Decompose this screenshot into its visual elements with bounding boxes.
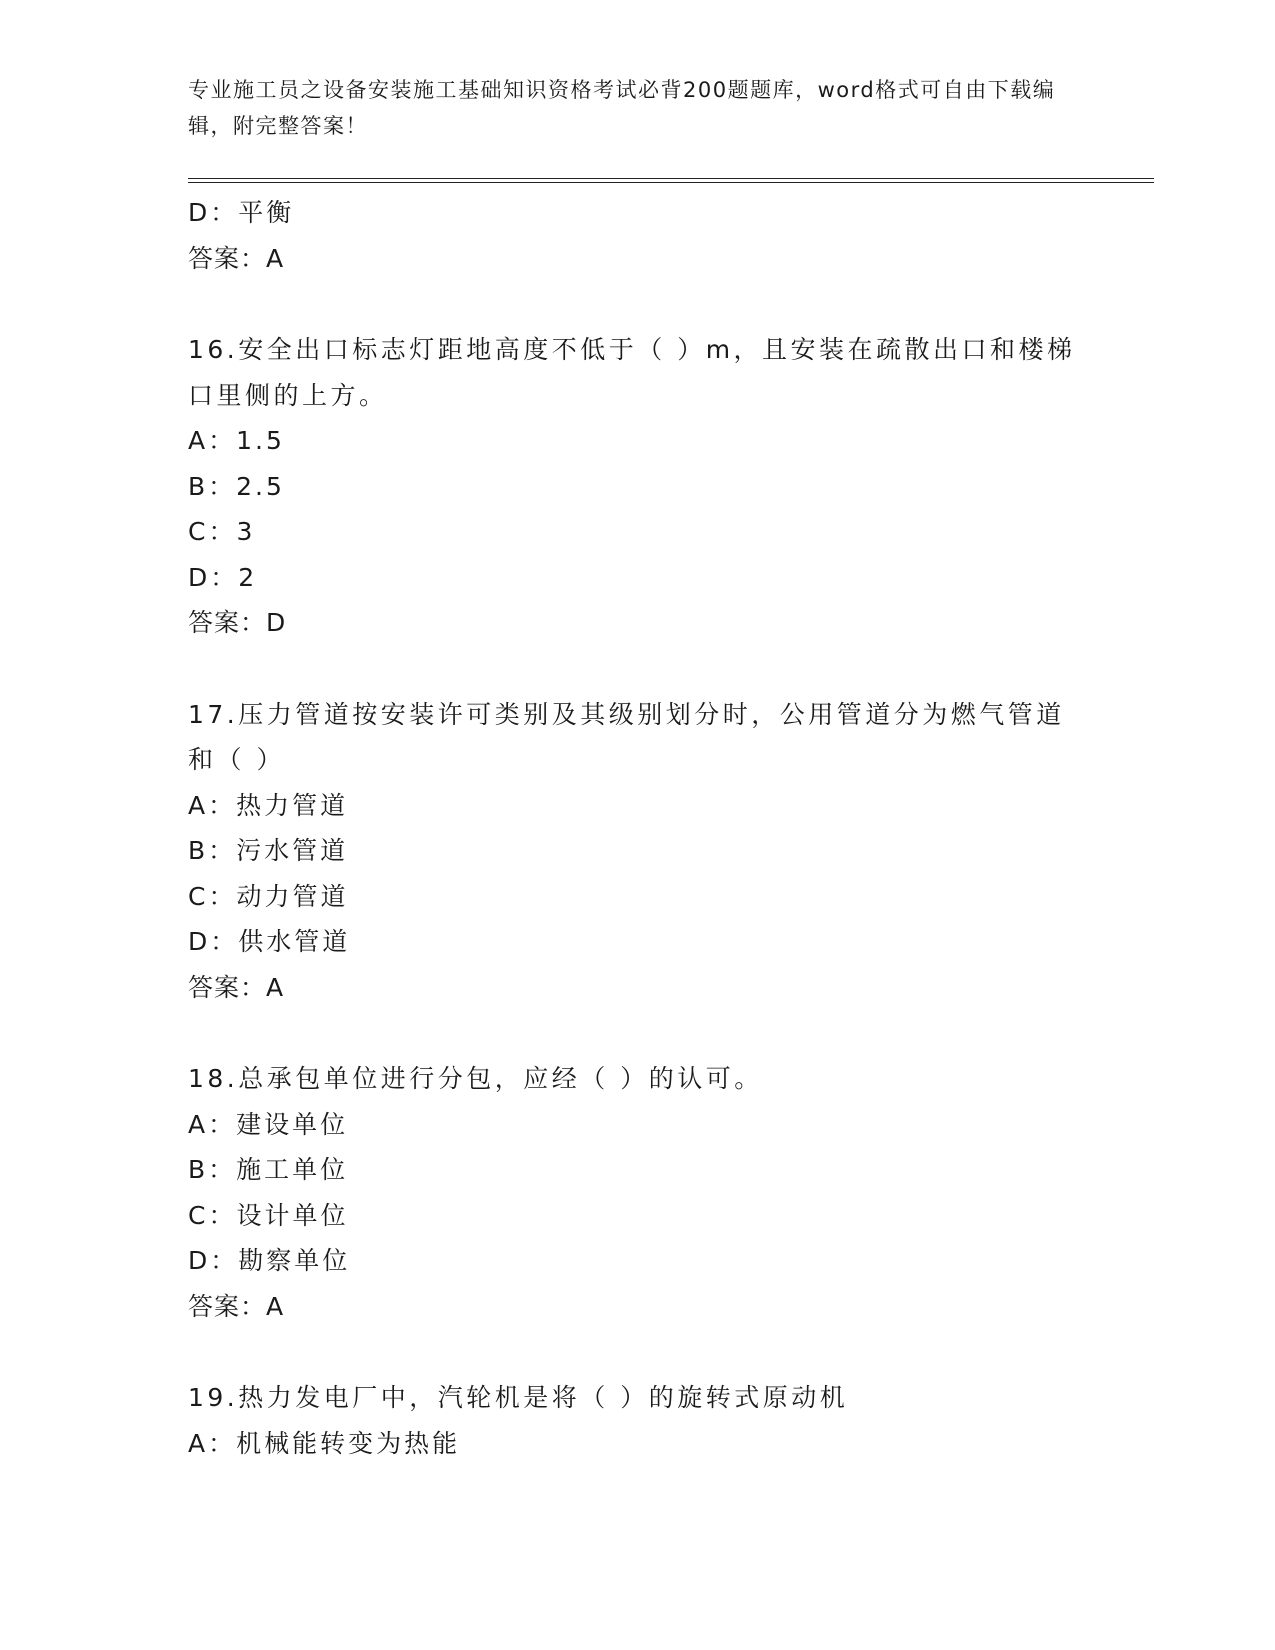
option-b: B：施工单位 bbox=[188, 1155, 349, 1184]
answer: 答案：D bbox=[188, 608, 287, 637]
option-d: D：供水管道 bbox=[188, 927, 351, 956]
question-19 bbox=[188, 1375, 1088, 1466]
spacer bbox=[188, 646, 1088, 692]
option-b: B：2.5 bbox=[188, 471, 285, 501]
header-divider-second bbox=[188, 182, 1154, 183]
option-c: C：设计单位 bbox=[188, 1200, 349, 1230]
question-16 bbox=[188, 327, 1088, 646]
option-d: D：平衡 bbox=[188, 198, 295, 227]
question-stem: 18.总承包单位进行分包，应经（ ）的认可。 bbox=[188, 1064, 763, 1093]
question-stem: 19.热力发电厂中，汽轮机是将（ ）的旋转式原动机 bbox=[188, 1383, 849, 1412]
option-d: D：2 bbox=[188, 562, 258, 592]
option-a: A：热力管道 bbox=[188, 790, 349, 820]
question-stem: 16.安全出口标志灯距地高度不低于（ ）m，且安装在疏散出口和楼梯口里侧的上方。 bbox=[188, 335, 1076, 410]
question-list bbox=[188, 190, 1088, 1466]
option-a: A：机械能转变为热能 bbox=[188, 1428, 461, 1458]
answer: 答案：A bbox=[188, 972, 285, 1002]
spacer bbox=[188, 281, 1088, 327]
option-c: C：3 bbox=[188, 517, 256, 546]
document-header: 专业施工员之设备安装施工基础知识资格考试必背200题题库，word格式可自由下载编辑，附完整答案！ bbox=[188, 78, 1056, 138]
question-stem: 17.压力管道按安装许可类别及其级别划分时，公用管道分为燃气管道和（ ） bbox=[188, 699, 1065, 774]
option-d: D：勘察单位 bbox=[188, 1246, 351, 1275]
option-a: A：1.5 bbox=[188, 426, 285, 455]
spacer bbox=[188, 1329, 1088, 1375]
option-b: B：污水管道 bbox=[188, 836, 349, 865]
question-17 bbox=[188, 692, 1088, 1011]
spacer bbox=[188, 1010, 1088, 1056]
answer: 答案：A bbox=[188, 1291, 285, 1321]
question-18 bbox=[188, 1056, 1088, 1329]
option-a: A：建设单位 bbox=[188, 1109, 349, 1139]
answer: 答案：A bbox=[188, 243, 285, 273]
header-divider bbox=[188, 178, 1154, 179]
option-c: C：动力管道 bbox=[188, 881, 349, 911]
